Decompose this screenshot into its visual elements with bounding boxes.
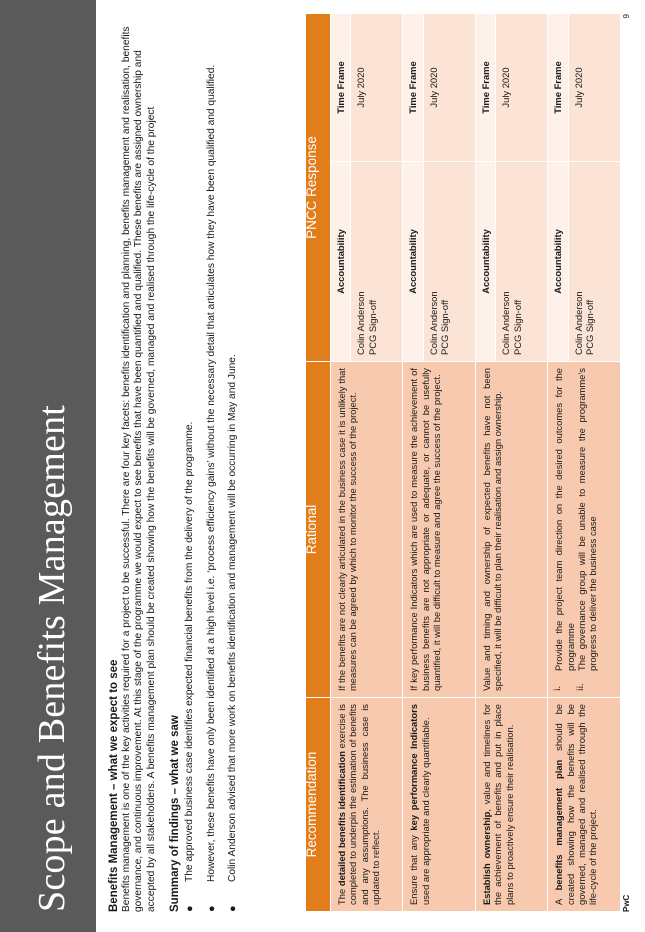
expect-body: Benefits management is one of the key activities required for a project to be successful. There are four key facets: benefits identification and planning, benefits management and realisation, benefits governance, and continuous improvement. At this stage of the programme we would expect to see benefits that have been quantified and qualified. These benefits are assigned ownership and accepted by all stakeholders. A benefits management plan should be created showing how the benefits will be governed, managed and realised through the life-cycle of the project <box>121 26 157 912</box>
bullet-icon: ● <box>227 905 240 912</box>
accountability-subheader: Accountability <box>331 162 351 362</box>
header-recommendation: Recommendation <box>306 698 331 912</box>
footer-brand: PwC <box>622 894 631 912</box>
recommendation-cell: Ensure that any key performance Indicators used are appropriate and clearly quantifiable. <box>403 698 475 912</box>
page-title: Scope and Benefits Management <box>31 404 73 912</box>
table-header-row <box>306 13 331 911</box>
findings-bullet: ● The approved business case identifies expected financial benefits from the delivery of the programme. <box>184 421 197 912</box>
time-frame-cell: July 2020 <box>568 13 620 161</box>
bullet-icon: ● <box>205 905 218 912</box>
accountability-subheader: Accountability <box>548 162 568 362</box>
rational-cell <box>548 362 620 698</box>
header-rational: Rational <box>306 362 331 698</box>
accountability-cell: Colin Anderson PCG Sign-off <box>351 162 403 362</box>
expect-heading: Benefits Management – what we expect to see <box>108 659 120 912</box>
title-band <box>0 0 96 932</box>
recommendation-cell: A benefits management plan should be created showing how the benefits will be governed, managed and realised through the life-cycle of the project. <box>548 698 620 912</box>
time-frame-subheader: Time Frame <box>548 13 568 161</box>
rational-list <box>553 368 599 691</box>
table-row <box>331 13 351 911</box>
rational-cell: Value and timing and ownership of expected benefits have not been specified, it will be difficult to plan their realisation and assign ownership. <box>475 362 547 698</box>
bullet-icon: ● <box>184 905 197 912</box>
recommendation-cell: Establish ownership, value and timelines for the achievement of benefits and put in place plans to proactively ensure their realisation. <box>475 698 547 912</box>
rational-cell: If the benefits are not clearly articulated in the business case it is unlikely that measures can be agreed by which to monitor the success of the project. <box>331 362 403 698</box>
time-frame-subheader: Time Frame <box>403 13 423 161</box>
header-pncc-response: PNCC Response <box>306 13 331 361</box>
findings-bullet: ● However, these benefits have only been identified at a high level i.e. ‘process efficiency gains’ without the necessary detail that articulates how they have been qualified and qualified. <box>205 64 218 912</box>
table-row <box>475 13 495 911</box>
findings-heading: Summary of findings – what we saw <box>169 715 182 912</box>
findings-list <box>184 22 239 912</box>
findings-bullet: ● Colin Anderson advised that more work on benefits identification and management will be occurring in May and June. <box>227 354 240 912</box>
rational-list-item: ii. The governance group will be unable to measure the programme’s progress to deliver the business case <box>576 368 599 691</box>
accountability-cell: Colin Anderson PCG Sign-off <box>423 162 475 362</box>
table-row <box>403 13 423 911</box>
rational-list-item: i. Provide the project team direction on the desired outcomes for the programme <box>553 368 576 691</box>
content-area <box>108 22 248 912</box>
rational-cell: If key performance Indicators which are used to measure the achievement of business benefits are not appropriate or adequate, or cannot be usefully quantified, it will be difficult to measure and agree the success of the project. <box>403 362 475 698</box>
accountability-cell: Colin Anderson PCG Sign-off <box>568 162 620 362</box>
recommendation-cell: The detailed benefits identification exercise is completed to underpin the estimation of benefits and any assumptions. The business case is updated to reflect. <box>331 698 403 912</box>
time-frame-subheader: Time Frame <box>475 13 495 161</box>
table-row <box>548 13 568 911</box>
recommendations-table <box>305 13 621 912</box>
accountability-subheader: Accountability <box>403 162 423 362</box>
time-frame-cell: July 2020 <box>351 13 403 161</box>
page-number: 9 <box>622 14 631 19</box>
time-frame-cell: July 2020 <box>423 13 475 161</box>
accountability-subheader: Accountability <box>475 162 495 362</box>
time-frame-cell: July 2020 <box>496 13 548 161</box>
time-frame-subheader: Time Frame <box>331 13 351 161</box>
accountability-cell: Colin Anderson PCG Sign-off <box>496 162 548 362</box>
